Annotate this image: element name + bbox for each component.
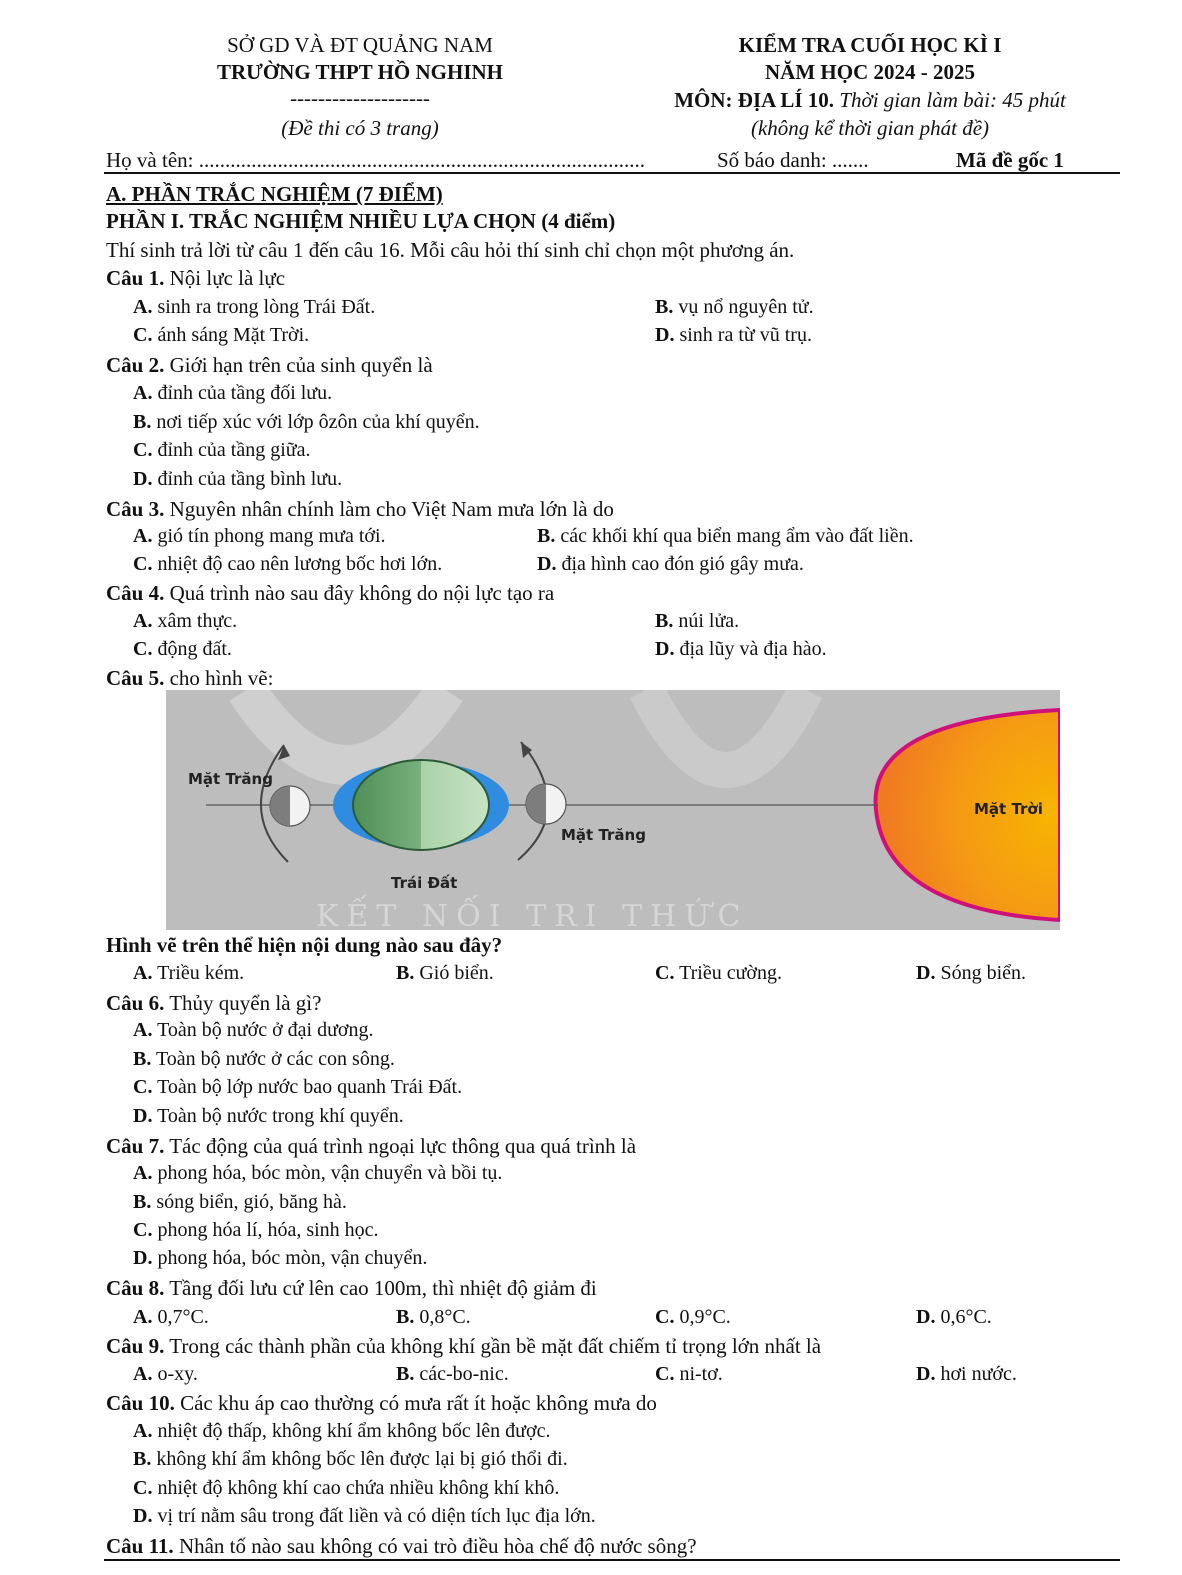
section-a-text: A. PHẦN TRẮC NGHIỆM (7 ĐIỂM): [106, 182, 443, 206]
q10-option-b[interactable]: B. không khí ẩm không bốc lên được lại bị gió thổi đi.: [133, 1448, 568, 1470]
question-11: Câu 11. Nhân tố nào sau không có vai trò điều hòa chế độ nước sông?: [106, 1534, 697, 1558]
question-3: Câu 3. Nguyên nhân chính làm cho Việt Nam mưa lớn là do: [106, 497, 614, 521]
q5-option-c[interactable]: C. Triều cường.: [655, 962, 782, 984]
label-moon-left: Mặt Trăng: [188, 770, 273, 788]
q8-option-b[interactable]: B. 0,8°C.: [396, 1306, 471, 1328]
q4-option-b[interactable]: B. núi lửa.: [655, 610, 740, 632]
question-7: Câu 7. Tác động của quá trình ngoại lực thông qua quá trình là: [106, 1134, 637, 1158]
section-a-title: [106, 181, 443, 207]
earth-shape: [353, 760, 489, 850]
q2-option-c[interactable]: C. đỉnh của tầng giữa.: [133, 439, 311, 461]
question-4: Câu 4. Quá trình nào sau đây không do nội lực tạo ra: [106, 581, 555, 605]
q7-option-a[interactable]: A. phong hóa, bóc mòn, vận chuyển và bồi tụ.: [133, 1162, 503, 1184]
watermark-shape-2: [646, 690, 806, 770]
dept-name: SỞ GD VÀ ĐT QUẢNG NAM: [227, 33, 493, 57]
tide-diagram-svg: [166, 690, 1060, 930]
q6-option-a[interactable]: A. Toàn bộ nước ở đại dương.: [133, 1019, 374, 1041]
q2-option-b[interactable]: B. nơi tiếp xúc với lớp ôzôn của khí quyển.: [133, 411, 480, 433]
label-moon-right: Mặt Trăng: [561, 826, 646, 844]
school-name: TRƯỜNG THPT HỒ NGHINH: [216, 60, 504, 84]
exam-code: Mã đề gốc 1: [956, 148, 1064, 172]
q1-option-c[interactable]: C. ánh sáng Mặt Trời.: [133, 324, 310, 346]
question-8: Câu 8. Tầng đối lưu cứ lên cao 100m, thì nhiệt độ giảm đi: [106, 1276, 597, 1300]
time-note: (không kể thời gian phát đề): [750, 116, 990, 140]
q3-option-d[interactable]: D. địa hình cao đón gió gây mưa.: [537, 553, 804, 575]
subject-name: MÔN: ĐỊA LÍ 10.: [674, 88, 835, 112]
header-dashes: --------------------: [290, 86, 430, 110]
q4-option-c[interactable]: C. động đất.: [133, 638, 232, 660]
watermark-text: KẾT NỐI TRI THỨC: [316, 899, 749, 930]
q9-option-a[interactable]: A. o-xy.: [133, 1363, 198, 1385]
q10-option-c[interactable]: C. nhiệt độ không khí cao chứa nhiều không khí khô.: [133, 1477, 560, 1499]
question-1: Câu 1. Nội lực là lực: [106, 266, 286, 290]
q8-option-a[interactable]: A. 0,7°C.: [133, 1306, 209, 1328]
question-5-prompt: Hình vẽ trên thể hiện nội dung nào sau đây?: [106, 933, 503, 957]
page-count-note: (Đề thi có 3 trang): [281, 116, 439, 140]
exam-title: KIỂM TRA CUỐI HỌC KÌ I: [738, 33, 1002, 57]
q2-option-a[interactable]: A. đỉnh của tầng đối lưu.: [133, 382, 333, 404]
q2-option-d[interactable]: D. đỉnh của tầng bình lưu.: [133, 468, 343, 490]
q7-option-b[interactable]: B. sóng biển, gió, băng hà.: [133, 1191, 347, 1213]
question-5: Câu 5. cho hình vẽ:: [106, 666, 274, 690]
moon-right-shadow: [526, 784, 546, 824]
label-sun: Mặt Trời: [974, 800, 1043, 818]
q3-option-b[interactable]: B. các khối khí qua biển mang ẩm vào đất liền.: [537, 525, 914, 547]
q8-option-c[interactable]: C. 0,9°C.: [655, 1306, 731, 1328]
question-2: Câu 2. Giới hạn trên của sinh quyển là: [106, 353, 433, 377]
q5-option-b[interactable]: B. Gió biển.: [396, 962, 494, 984]
instructions: Thí sinh trả lời từ câu 1 đến câu 16. Mỗi câu hỏi thí sinh chỉ chọn một phương án.: [106, 238, 795, 262]
q6-option-d[interactable]: D. Toàn bộ nước trong khí quyển.: [133, 1105, 404, 1127]
watermark-shape: [246, 690, 446, 765]
student-name-field: Họ và tên: .....................................................................................: [106, 148, 645, 172]
q9-option-c[interactable]: C. ni-tơ.: [655, 1363, 723, 1385]
q6-option-b[interactable]: B. Toàn bộ nước ở các con sông.: [133, 1048, 395, 1070]
moon-left-shadow: [270, 786, 290, 826]
q6-option-c[interactable]: C. Toàn bộ lớp nước bao quanh Trái Đất.: [133, 1076, 463, 1098]
header-rule: [104, 172, 1120, 174]
q1-option-a[interactable]: A. sinh ra trong lòng Trái Đất.: [133, 296, 376, 318]
q1-option-d[interactable]: D. sinh ra từ vũ trụ.: [655, 324, 812, 346]
question-6: Câu 6. Thủy quyển là gì?: [106, 991, 322, 1015]
q8-option-d[interactable]: D. 0,6°C.: [916, 1306, 992, 1328]
q1-option-b[interactable]: B. vụ nổ nguyên tử.: [655, 296, 814, 318]
q3-option-a[interactable]: A. gió tín phong mang mưa tới.: [133, 525, 386, 547]
q5-option-d[interactable]: D. Sóng biển.: [916, 962, 1027, 984]
q9-option-b[interactable]: B. các-bo-nic.: [396, 1363, 509, 1385]
exam-duration: Thời gian làm bài: 45 phút: [834, 88, 1066, 112]
school-year: NĂM HỌC 2024 - 2025: [765, 60, 975, 84]
part-1-title: PHẦN I. TRẮC NGHIỆM NHIỀU LỰA CHỌN (4 điểm): [106, 209, 616, 233]
q7-option-c[interactable]: C. phong hóa lí, hóa, sinh học.: [133, 1219, 379, 1241]
question-10: Câu 10. Các khu áp cao thường có mưa rất ít hoặc không mưa do: [106, 1391, 657, 1415]
question-9: Câu 9. Trong các thành phần của không khí gần bề mặt đất chiếm tỉ trọng lớn nhất là: [106, 1334, 822, 1358]
subject-line: [620, 88, 1120, 113]
q3-option-c[interactable]: C. nhiệt độ cao nên lương bốc hơi lớn.: [133, 553, 443, 575]
q10-option-a[interactable]: A. nhiệt độ thấp, không khí ẩm không bốc lên được.: [133, 1420, 551, 1442]
q10-option-d[interactable]: D. vị trí nằm sâu trong đất liền và có diện tích lục địa lớn.: [133, 1505, 596, 1527]
q9-option-d[interactable]: D. hơi nước.: [916, 1363, 1017, 1385]
q4-option-a[interactable]: A. xâm thực.: [133, 610, 238, 632]
footer-rule: [104, 1559, 1120, 1561]
student-id-field: Số báo danh: .......: [717, 148, 869, 172]
q5-option-a[interactable]: A. Triều kém.: [133, 962, 245, 984]
q7-option-d[interactable]: D. phong hóa, bóc mòn, vận chuyển.: [133, 1247, 428, 1269]
q4-option-d[interactable]: D. địa lũy và địa hào.: [655, 638, 827, 660]
tide-diagram: [166, 690, 1060, 930]
label-earth: Trái Đất: [391, 874, 458, 892]
